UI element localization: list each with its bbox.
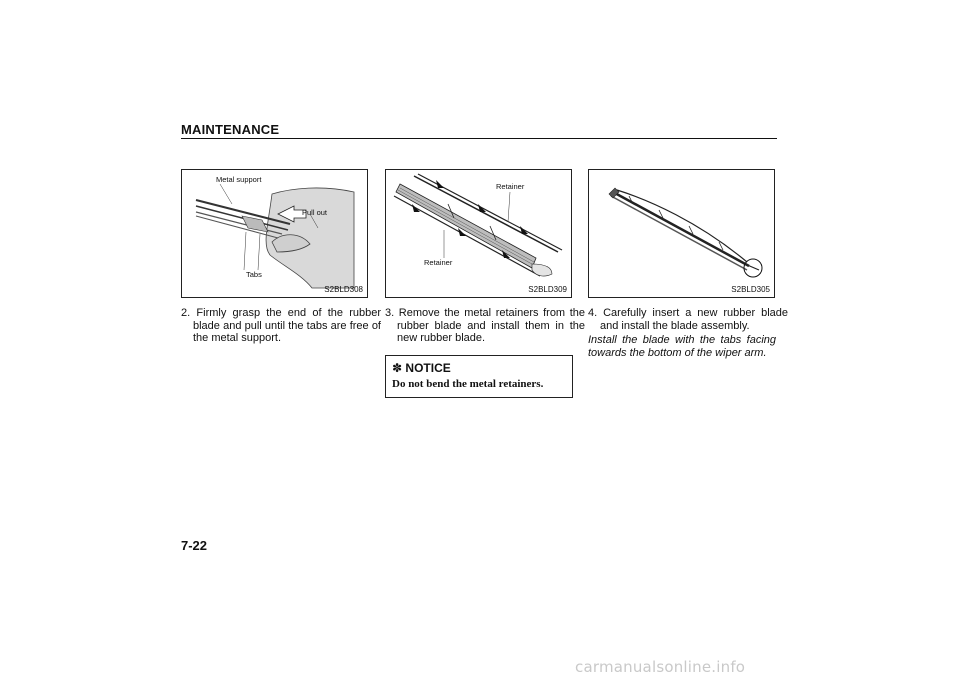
header-divider [181, 138, 777, 139]
step-4 [588, 307, 788, 332]
watermark: carmanualsonline.info [575, 658, 746, 676]
figure-pull-out-blade [181, 169, 368, 298]
figure-code: S2BLD309 [528, 285, 567, 294]
notice-symbol-icon: ✽ [392, 361, 403, 375]
step-number: 3. [385, 307, 395, 319]
notice-heading [392, 361, 451, 375]
label-pull-out: Pull out [302, 208, 328, 217]
notice-box [385, 355, 573, 398]
step-number: 4. [588, 307, 598, 319]
label-tabs: Tabs [246, 270, 262, 279]
step-text: Remove the metal retainers from the rubber blade and install them in the new rubber blade. [397, 307, 585, 344]
notice-text: Do not bend the metal retainers. [392, 378, 544, 390]
retainer-illustration [386, 170, 573, 299]
blade-pull-illustration [182, 170, 369, 299]
section-title: MAINTENANCE [181, 122, 280, 137]
figure-retainers [385, 169, 572, 298]
label-metal-support: Metal support [216, 175, 262, 184]
step-text: Firmly grasp the end of the rubber blade and pull until the tabs are free of the metal support. [193, 307, 381, 344]
notice-title: NOTICE [405, 361, 451, 375]
figure-code: S2BLD305 [731, 285, 770, 294]
label-retainer-bottom: Retainer [424, 258, 453, 267]
figure-code: S2BLD308 [324, 285, 363, 294]
step-number: 2. [181, 307, 191, 319]
figure-blade-assembly [588, 169, 775, 298]
step-3 [385, 307, 585, 345]
label-retainer-top: Retainer [496, 182, 525, 191]
page-number: 7-22 [181, 538, 208, 553]
step-text: Carefully insert a new rubber blade and install the blade assembly. [600, 307, 788, 332]
blade-assembly-illustration [589, 170, 776, 299]
step-2 [181, 307, 381, 345]
step-4-note: Install the blade with the tabs facing towards the bottom of the wiper arm. [588, 334, 776, 359]
